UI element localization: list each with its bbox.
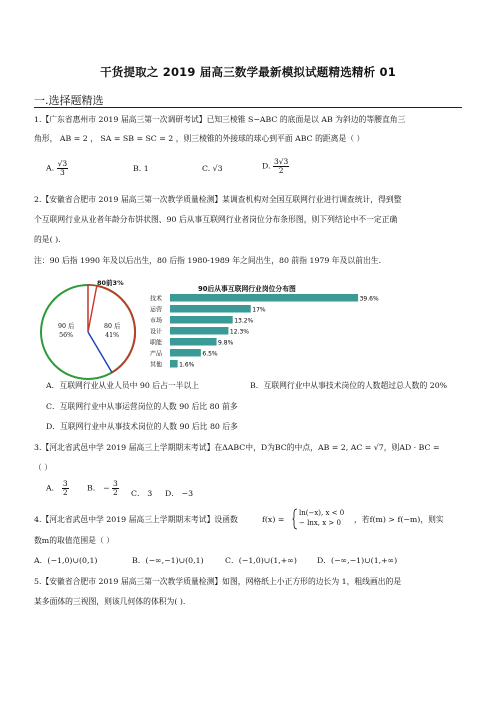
q1-option-d-fraction (273, 158, 289, 175)
q2-line1: 2.【安徽省合肥市 2019 届高三第一次教学质量检测】某调查机构对全国互联网行业进行调查统计，得到整 (34, 195, 402, 204)
q3-option-c-label: C． (131, 489, 145, 498)
q3-option-d-value: −3 (181, 489, 194, 498)
q1-option-d (262, 158, 289, 175)
position-bar-chart (148, 292, 379, 376)
q1-option-b (133, 164, 149, 174)
q3-option-b-num: 3 (113, 479, 118, 488)
bar-value-label: 1.6% (179, 361, 195, 369)
pie-label-90-pct: 56% (59, 332, 74, 339)
q4-brace (292, 508, 298, 530)
q3-line2: （ ） (34, 463, 53, 472)
q1-line2: 角形， AB = 2 ， SA = SB = SC = 2 ，则三棱锥的外接球的球心到平面 ABC 的距离是（ ） (34, 134, 365, 143)
q1-line1: 1.【广东省惠州市 2019 届高三第一次调研考试】已知三棱锥 S−ABC 的底面是以 AB 为斜边的等腰直角三 (34, 115, 406, 124)
q2-option-c: C．互联网行业中从事运营岗位的人数 90 后比 80 前多 (46, 402, 238, 411)
bar-value-label: 13.2% (234, 317, 254, 325)
q1-option-a-den: 3 (59, 168, 65, 177)
bar-职能 (170, 338, 217, 346)
q5-line2: 某多面体的三视图，则该几何体的体积为( ). (34, 597, 186, 606)
q4-option-d: D．(−∞,−1)∪(1,+∞) (317, 556, 398, 565)
pie-label-80-pct: 41% (105, 332, 120, 339)
q3-option-a-label: A． (46, 483, 60, 493)
q4-function-lhs: f(x) = (262, 515, 285, 524)
q3-option-b (87, 480, 119, 497)
bar-category-label: 设计 (150, 328, 163, 336)
bar-category-label: 市场 (150, 317, 163, 325)
pie-label-80 (104, 322, 120, 340)
section-divider (34, 107, 462, 108)
bar-技术 (170, 294, 358, 302)
q1-option-d-label: D. (262, 161, 271, 171)
q1-option-b-label: B. (133, 164, 142, 173)
section-heading: 一.选择题精选 (34, 94, 104, 107)
q5-line1: 5.【安徽省合肥市 2019 届高三第一次教学质量检测】如图，网格纸上小正方形的边长为 1，粗线画出的是 (34, 577, 402, 586)
q3-option-b-den: 2 (113, 488, 118, 497)
q3-option-b-fraction (112, 480, 119, 497)
q2-option-a: A．互联网行业从业人员中 90 后占一半以上 (46, 381, 200, 390)
pie-label-80-before: 80前3% (97, 279, 124, 287)
q4-cases (299, 508, 344, 528)
q3-option-a-fraction (62, 480, 69, 497)
q1-option-c-label: C. (202, 164, 211, 173)
q3-option-b-sign: − (103, 483, 110, 493)
q4-line2: 数m的取值范围是（ ） (34, 536, 115, 545)
pie-label-80-name: 80 后 (104, 323, 121, 330)
q3-option-a-den: 2 (62, 488, 68, 497)
bar-运营 (170, 305, 251, 313)
q2-note: 注：90 后指 1990 年及以后出生，80 后指 1980-1989 年之间出生，80 前指 1979 年及以前出生. (34, 256, 382, 265)
q3-option-b-label: B． (87, 483, 101, 493)
q4-line1-start: 4.【河北省武邑中学 2019 届高三上学期期末考试】设函数 (34, 515, 238, 524)
bar-value-label: 12.3% (229, 328, 249, 336)
pie-label-90-name: 90 后 (58, 323, 75, 330)
bar-设计 (170, 327, 228, 335)
q4-line1-end: ，若f(m) > f(−m)，则实 (354, 515, 444, 524)
bar-value-label: 39.6% (359, 295, 379, 303)
bar-value-label: 9.8% (218, 339, 234, 347)
q1-option-a-label: A. (46, 163, 55, 173)
q4-case-2: − lnx, x > 0 (299, 519, 341, 527)
bar-其他 (170, 360, 178, 368)
q2-option-b: B．互联网行业中从事技术岗位的人数超过总人数的 20% (250, 381, 448, 390)
bar-value-label: 17% (252, 306, 266, 314)
q1-option-c-value: √3 (212, 164, 223, 173)
q3-option-a (46, 480, 69, 497)
q3-option-a-num: 3 (62, 479, 68, 488)
bar-category-label: 运营 (150, 306, 163, 314)
pie-label-90 (58, 322, 74, 340)
bar-category-label: 产品 (150, 350, 163, 358)
q1-option-c (202, 164, 223, 174)
q1-option-a-num: √3 (57, 159, 68, 168)
q4-option-c: C．(−1,0)∪(1,+∞) (225, 556, 297, 565)
q3-option-d (165, 489, 193, 499)
q2-line3: 的是( ). (34, 235, 61, 244)
bar-产品 (170, 349, 201, 357)
q4-option-a: A．(−1,0)∪(0,1) (34, 556, 98, 565)
bar-chart-title: 90后从事互联网行业岗位分布图 (198, 285, 296, 293)
q1-option-a (46, 160, 68, 177)
bar-value-label: 6.5% (202, 350, 218, 358)
q2-option-d: D．互联网行业中从事技术岗位的人数 90 后比 80 后多 (46, 422, 238, 431)
q3-option-c-value: 3 (147, 489, 153, 498)
q3-option-c (131, 489, 152, 499)
q2-line2: 个互联网行业从业者年龄分布饼状图、90 后从事互联网行业者岗位分布条形图，则下列结论中不一定正确 (34, 215, 398, 224)
bar-市场 (170, 316, 233, 324)
q1-option-d-num: 3√3 (273, 157, 289, 166)
q3-option-d-label: D． (165, 489, 180, 498)
q1-option-a-fraction (57, 160, 69, 177)
bar-category-label: 职能 (150, 339, 163, 347)
q1-option-b-value: 1 (143, 164, 149, 173)
q4-option-b: B．(−∞,−1)∪(0,1) (132, 556, 204, 565)
page-title: 干货提取之 2019 届高三数学最新模拟试题精选精析 01 (100, 65, 396, 79)
bar-category-label: 技术 (150, 295, 163, 303)
q1-option-d-den: 2 (278, 166, 284, 175)
q3-line1: 3.【河北省武邑中学 2019 届高三上学期期末考试】在ΔABC中，D为BC的中点，AB = 2, AC = √7，则AD · BC = (34, 443, 440, 452)
bar-category-label: 其他 (150, 361, 163, 369)
q4-case-1: ln(−x), x < 0 (299, 509, 345, 517)
age-pie-chart (34, 276, 148, 386)
